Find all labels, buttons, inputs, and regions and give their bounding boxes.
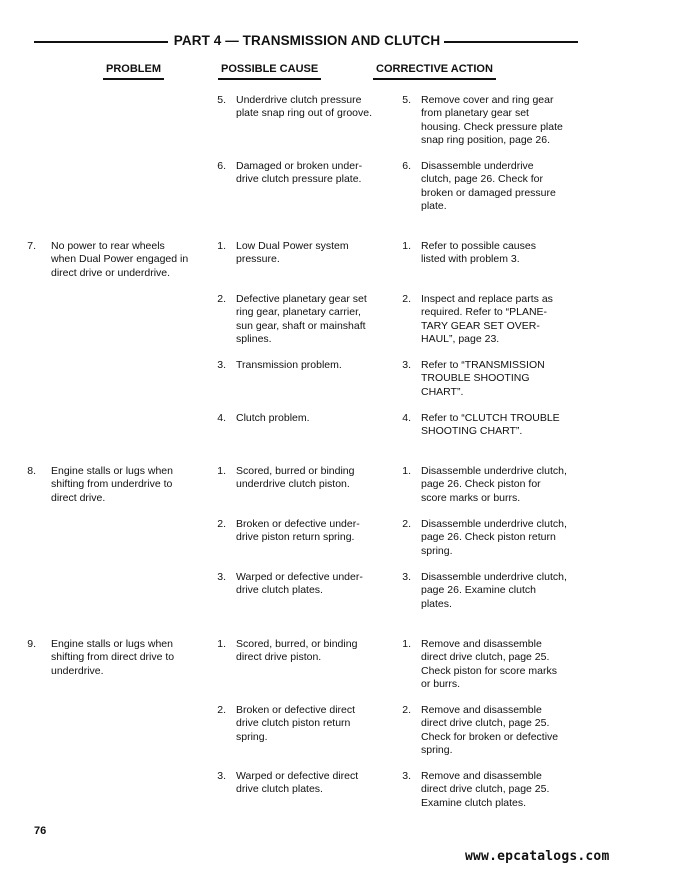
problem-text: underdrive.: [51, 664, 104, 677]
cause-text: Clutch problem.: [236, 412, 310, 424]
action-text: Remove and disassemble: [421, 704, 542, 716]
problem-text: No power to rear wheels: [51, 240, 165, 252]
action-number: 3.: [402, 571, 411, 583]
action-number: 2.: [402, 518, 411, 530]
cause-text: underdrive clutch piston.: [236, 478, 350, 491]
action-text: Disassemble underdrive: [421, 160, 534, 172]
cause-text: Warped or defective under-: [236, 571, 363, 583]
problem-number: 8.: [27, 465, 36, 477]
action-text: Inspect and replace parts as: [421, 293, 553, 305]
problem-text: Engine stalls or lugs when: [51, 465, 173, 477]
action-number: 1.: [402, 465, 411, 477]
action-text: snap ring position, page 26.: [421, 133, 551, 146]
action-number: 2.: [402, 293, 411, 305]
problem-number: 9.: [27, 638, 36, 650]
cause-number: 5.: [217, 94, 226, 106]
action-text: Disassemble underdrive clutch,: [421, 465, 567, 477]
action-text: plates.: [421, 597, 452, 610]
cause-text: Scored, burred, or binding: [236, 638, 358, 650]
cause-number: 3.: [217, 359, 226, 371]
action-text: HAUL”, page 23.: [421, 332, 500, 345]
cause-text: ring gear, planetary carrier,: [236, 306, 361, 319]
column-header-problem: PROBLEM: [106, 63, 161, 75]
cause-number: 3.: [217, 571, 226, 583]
action-text: Examine clutch plates.: [421, 796, 527, 809]
cause-text: Transmission problem.: [236, 359, 342, 371]
action-text: Refer to possible causes: [421, 240, 536, 252]
title-rule-right: [444, 41, 578, 43]
cause-text: drive piston return spring.: [236, 531, 355, 544]
cause-number: 2.: [217, 293, 226, 305]
action-number: 4.: [402, 412, 411, 424]
action-text: broken or damaged pressure: [421, 186, 556, 199]
action-text: TARY GEAR SET OVER-: [421, 319, 540, 332]
action-text: Check for broken or defective: [421, 730, 559, 743]
title-rule-left: [34, 41, 168, 43]
page-number: 76: [34, 825, 47, 837]
cause-text: Underdrive clutch pressure: [236, 94, 362, 106]
cause-text: sun gear, shaft or mainshaft: [236, 319, 366, 332]
column-header-action: CORRECTIVE ACTION: [376, 63, 493, 75]
cause-number: 2.: [217, 518, 226, 530]
action-number: 1.: [402, 240, 411, 252]
cause-text: plate snap ring out of groove.: [236, 107, 373, 120]
action-text: clutch, page 26. Check for: [421, 173, 543, 186]
footer-watermark: www.epcatalogs.com: [465, 849, 610, 864]
action-text: TROUBLE SHOOTING: [421, 372, 530, 385]
cause-text: Scored, burred or binding: [236, 465, 355, 477]
page-title: PART 4 — TRANSMISSION AND CLUTCH: [173, 33, 441, 48]
cause-text: direct drive piston.: [236, 651, 322, 664]
action-text: Disassemble underdrive clutch,: [421, 571, 567, 583]
action-text: direct drive clutch, page 25.: [421, 717, 550, 730]
cause-number: 1.: [217, 240, 226, 252]
cause-number: 4.: [217, 412, 226, 424]
section-title-bar: [34, 33, 578, 49]
action-text: page 26. Check piston for: [421, 478, 541, 491]
cause-number: 3.: [217, 770, 226, 782]
action-number: 2.: [402, 704, 411, 716]
action-text: page 26. Examine clutch: [421, 584, 536, 597]
action-text: direct drive clutch, page 25.: [421, 651, 550, 664]
problem-text: shifting from underdrive to: [51, 478, 173, 491]
cause-text: Defective planetary gear set: [236, 293, 367, 305]
cause-text: drive clutch piston return: [236, 717, 351, 730]
action-text: SHOOTING CHART”.: [421, 425, 523, 438]
cause-number: 1.: [217, 465, 226, 477]
problem-text: Engine stalls or lugs when: [51, 638, 173, 650]
action-text: housing. Check pressure plate: [421, 120, 563, 133]
cause-text: splines.: [236, 332, 272, 345]
action-text: direct drive clutch, page 25.: [421, 783, 550, 796]
cause-number: 6.: [217, 160, 226, 172]
cause-text: drive clutch plates.: [236, 783, 323, 796]
action-text: Check piston for score marks: [421, 664, 557, 677]
action-text: listed with problem 3.: [421, 253, 520, 266]
action-text: plate.: [421, 199, 447, 212]
action-text: from planetary gear set: [421, 107, 529, 120]
problem-text: direct drive or underdrive.: [51, 266, 171, 279]
cause-text: Broken or defective direct: [236, 704, 356, 716]
cause-text: Low Dual Power system: [236, 240, 349, 252]
action-text: spring.: [421, 544, 453, 557]
cause-text: spring.: [236, 730, 268, 743]
cause-number: 1.: [217, 638, 226, 650]
problem-text: when Dual Power engaged in: [51, 253, 189, 266]
cause-text: Broken or defective under-: [236, 518, 360, 530]
action-text: Remove and disassemble: [421, 770, 542, 782]
action-text: required. Refer to “PLANE-: [421, 306, 548, 319]
column-header-cause: POSSIBLE CAUSE: [221, 63, 318, 75]
action-text: or burrs.: [421, 677, 461, 690]
action-number: 6.: [402, 160, 411, 172]
problem-text: shifting from direct drive to: [51, 651, 175, 664]
action-text: Refer to “CLUTCH TROUBLE: [421, 412, 560, 424]
problem-text: direct drive.: [51, 491, 106, 504]
action-text: spring.: [421, 743, 453, 756]
action-text: Remove and disassemble: [421, 638, 542, 650]
cause-text: Damaged or broken under-: [236, 160, 363, 172]
cause-text: Warped or defective direct: [236, 770, 359, 782]
action-number: 5.: [402, 94, 411, 106]
action-text: Disassemble underdrive clutch,: [421, 518, 567, 530]
cause-text: drive clutch plates.: [236, 584, 323, 597]
action-number: 3.: [402, 770, 411, 782]
cause-text: pressure.: [236, 253, 280, 266]
cause-number: 2.: [217, 704, 226, 716]
action-text: Refer to “TRANSMISSION: [421, 359, 545, 371]
problem-number: 7.: [27, 240, 36, 252]
action-number: 3.: [402, 359, 411, 371]
action-number: 1.: [402, 638, 411, 650]
action-text: score marks or burrs.: [421, 491, 521, 504]
action-text: CHART”.: [421, 385, 464, 398]
cause-text: drive clutch pressure plate.: [236, 173, 362, 186]
action-text: Remove cover and ring gear: [421, 94, 554, 106]
action-text: page 26. Check piston return: [421, 531, 556, 544]
